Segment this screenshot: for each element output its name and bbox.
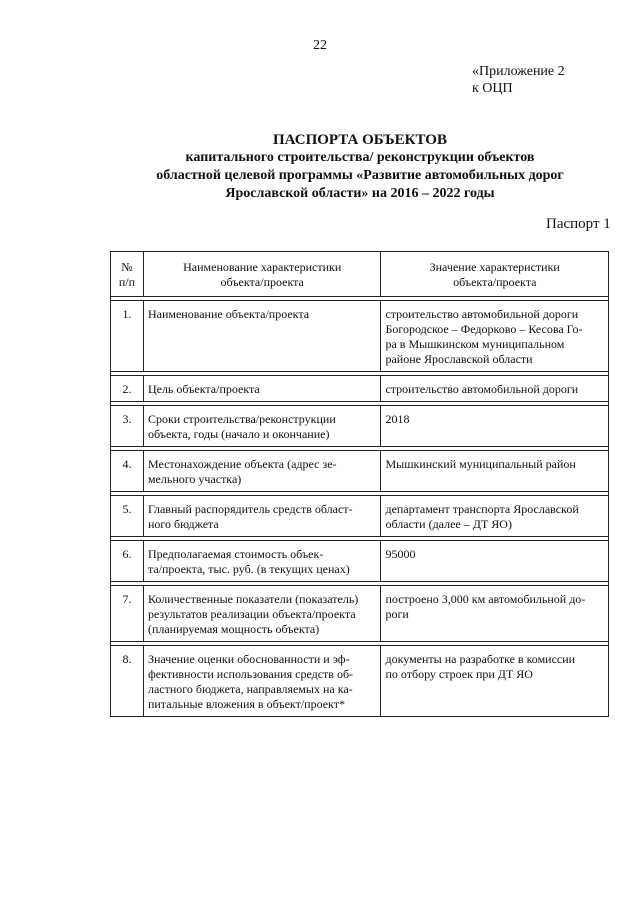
appendix-line-2: к ОЦП (472, 81, 513, 96)
header-name: Наименование характеристики объекта/проекта (143, 252, 381, 297)
row-number: 1. (111, 301, 144, 372)
row-characteristic: Наименование объекта/проекта (143, 301, 381, 372)
row-value: Мышкинский муниципальный район (381, 451, 609, 492)
table-header-row (111, 252, 609, 297)
title-line-1: ПАСПОРТА ОБЪЕКТОВ (273, 132, 447, 148)
row-value: 2018 (381, 406, 609, 447)
title-line-3: областной целевой программы «Развитие автомобильных дорог (156, 168, 564, 183)
appendix-line-1: «Приложение 2 (472, 64, 565, 79)
appendix-reference (472, 63, 565, 97)
row-characteristic: Местонахождение объекта (адрес зе- мельного участка) (143, 451, 381, 492)
row-number: 4. (111, 451, 144, 492)
passport-label: Паспорт 1 (546, 216, 611, 232)
table-row (111, 301, 609, 372)
table-row (111, 646, 609, 717)
row-number: 2. (111, 376, 144, 402)
table-row (111, 496, 609, 537)
header-value: Значение характеристики объекта/проекта (381, 252, 609, 297)
title-line-2: капитального строительства/ реконструкции объектов (185, 150, 535, 165)
row-characteristic: Цель объекта/проекта (143, 376, 381, 402)
row-number: 8. (111, 646, 144, 717)
table-row (111, 451, 609, 492)
row-value: построено 3,000 км автомобильной до- роги (381, 586, 609, 642)
row-characteristic: Значение оценки обоснованности и эф- фективности использования средств об- ластного бюджета, направляемых на ка- питальные вложения в объект/проект* (143, 646, 381, 717)
row-characteristic: Главный распорядитель средств област- ного бюджета (143, 496, 381, 537)
page-number: 22 (313, 38, 327, 53)
row-characteristic: Предполагаемая стоимость объек- та/проекта, тыс. руб. (в текущих ценах) (143, 541, 381, 582)
row-characteristic: Количественные показатели (показатель) результатов реализации объекта/проекта (планируемая мощность объекта) (143, 586, 381, 642)
header-num: № п/п (111, 252, 144, 297)
row-value: строительство автомобильной дороги Богородское – Федорково – Кесова Го- ра в Мышкинском муниципальном районе Ярославской области (381, 301, 609, 372)
row-value: 95000 (381, 541, 609, 582)
row-value: документы на разработке в комиссии по отбору строек при ДТ ЯО (381, 646, 609, 717)
row-value: строительство автомобильной дороги (381, 376, 609, 402)
title-line-4: Ярославской области» на 2016 – 2022 годы (225, 186, 495, 201)
row-number: 7. (111, 586, 144, 642)
table-row (111, 376, 609, 402)
document-title (0, 131, 640, 203)
row-value: департамент транспорта Ярославской области (далее – ДТ ЯО) (381, 496, 609, 537)
table-row (111, 586, 609, 642)
table-row (111, 541, 609, 582)
row-number: 5. (111, 496, 144, 537)
row-number: 6. (111, 541, 144, 582)
table-row (111, 406, 609, 447)
row-number: 3. (111, 406, 144, 447)
row-characteristic: Сроки строительства/реконструкции объекта, годы (начало и окончание) (143, 406, 381, 447)
passport-table (110, 251, 609, 717)
